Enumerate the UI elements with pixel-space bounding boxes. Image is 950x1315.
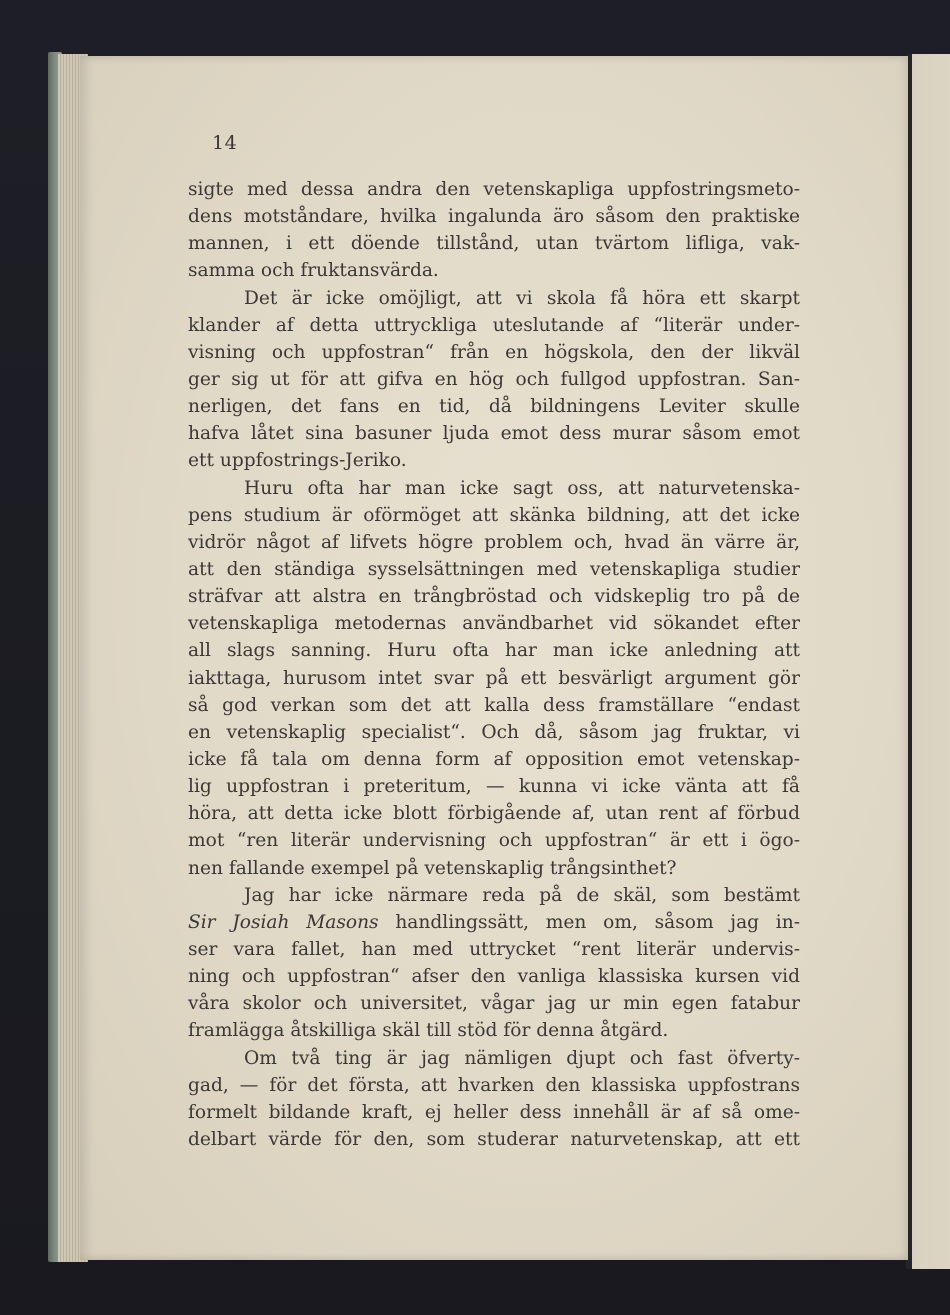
text-line: höra, att detta icke blott förbigående af, utan rent af förbud — [188, 803, 800, 825]
text-line: Om två ting är jag nämligen djupt och fast öfverty- — [244, 1047, 800, 1069]
text-line: icke få tala om denna form af opposition emot vetenskap- — [188, 748, 800, 770]
text-line: gad, — för det första, att hvarken den klassiska uppfostrans — [188, 1074, 800, 1096]
text-line: sträfvar att alstra en trångbröstad och vidskeplig tro på de — [188, 586, 800, 608]
text-line: en vetenskaplig specialist“. Och då, såsom jag fruktar, vi — [188, 721, 800, 743]
text-line: visning och uppfostran“ från en högskola, den der likväl — [188, 341, 800, 363]
text-line: all slags sanning. Huru ofta har man icke anledning att — [188, 640, 800, 662]
italic-name: Sir Josiah Masons — [188, 911, 379, 933]
text-line: sigte med dessa andra den vetenskapliga uppfostringsmeto- — [188, 179, 800, 200]
text-line: mot “ren literär undervisning och uppfostran“ är ett i ögo- — [188, 830, 800, 852]
text-line: vetenskapliga metodernas användbarhet vid sökandet efter — [188, 613, 800, 635]
text-line: hafva låtet sina basuner ljuda emot dess murar såsom emot — [188, 423, 800, 445]
text-line: mannen, i ett döende tillstånd, utan tvärtom lifliga, vak- — [188, 233, 800, 255]
text-line: nerligen, det fans en tid, då bildningens Leviter skulle — [188, 396, 800, 418]
text-line: ser vara fallet, han med uttrycket “rent literär undervis- — [188, 938, 800, 960]
text-line: ger sig ut för att gifva en hög och fullgod uppfostran. San- — [188, 368, 800, 390]
page-number: 14 — [212, 132, 238, 154]
text-line: samma och fruktansvärda. — [188, 260, 439, 282]
text-line: framlägga åtskilliga skäl till stöd för denna åtgärd. — [188, 1020, 669, 1042]
text-line: ett uppfostrings-Jeriko. — [188, 450, 407, 472]
text-line: Det är icke omöjligt, att vi skola få höra ett skarpt — [244, 287, 800, 309]
text-line: vidrör något af lifvets högre problem och, hvad än värre är, — [188, 531, 800, 553]
text-run: handlingssätt, men om, såsom jag in- — [378, 911, 800, 933]
text-line: så god verkan som det att kalla dess framställare “endast — [188, 694, 800, 716]
text-line: Huru ofta har man icke sagt oss, att naturvetenska- — [244, 477, 800, 499]
text-line: klander af detta uttryckliga uteslutande af “literär under- — [188, 314, 800, 336]
text-line: våra skolor och universitet, vågar jag ur min egen fatabur — [188, 993, 800, 1015]
text-line: nen fallande exempel på vetenskaplig trångsinthet? — [188, 857, 677, 879]
text-line: formelt bildande kraft, ej heller dess innehåll är af så ome- — [188, 1101, 800, 1123]
text-line: lig uppfostran i preteritum, — kunna vi icke vänta att få — [188, 776, 800, 798]
text-line: iakttaga, hurusom intet svar på ett besvärligt argument gör — [188, 667, 800, 689]
text-line: delbart värde för den, som studerar naturvetenskap, att ett — [188, 1128, 800, 1150]
facing-page-edge — [906, 54, 950, 1269]
text-line: dens motståndare, hvilka ingalunda äro såsom den praktiske — [188, 206, 800, 228]
text-line — [188, 909, 800, 936]
text-line: Jag har icke närmare reda på de skäl, som bestämt — [244, 884, 800, 906]
body-text — [188, 176, 800, 1153]
text-line: ning och uppfostran“ afser den vanliga klassiska kursen vid — [188, 966, 800, 988]
text-line: pens studium är oförmöget att skänka bildning, att det icke — [188, 504, 800, 526]
text-line: att den ständiga sysselsättningen med vetenskapliga studier — [188, 558, 800, 580]
